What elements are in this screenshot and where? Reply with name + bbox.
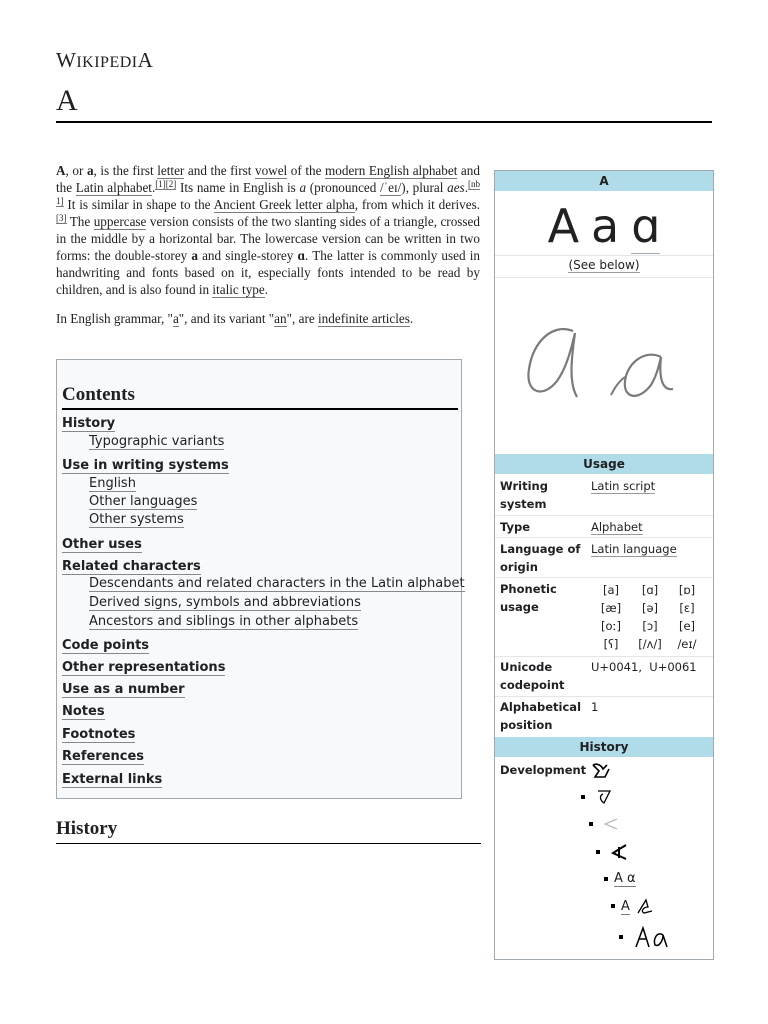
bullet-icon: [581, 795, 585, 799]
value-language: [591, 540, 677, 558]
phonetic-value[interactable]: [e]: [678, 619, 696, 633]
logo-letter: W: [56, 48, 77, 72]
glyph-uppercase: A: [547, 199, 580, 253]
toc-item-use-in-writing-systems[interactable]: Use in writing systems: [62, 458, 229, 473]
link-ancient-greek-alpha[interactable]: Ancient Greek letter alpha: [213, 197, 355, 212]
note-nb1[interactable]: [nb 1]: [56, 178, 480, 206]
ref-2[interactable]: [2]: [165, 178, 177, 189]
toc-item-references[interactable]: References: [62, 749, 145, 764]
infobox-divider: [495, 515, 713, 516]
toc-item-other-representations[interactable]: Other representations: [62, 660, 226, 675]
logo-text: IKIPEDI: [76, 54, 138, 71]
link-ipa[interactable]: /ˈeɪ/: [380, 180, 402, 195]
phonetic-value[interactable]: [ɑ]: [641, 583, 659, 597]
glyph-lowercase: a: [591, 199, 620, 253]
link-indefinite-articles[interactable]: indefinite articles: [318, 311, 410, 326]
link-italic-type[interactable]: italic type: [212, 282, 265, 297]
link-modern-english-alphabet[interactable]: modern English alphabet: [325, 163, 458, 178]
link-alphabet[interactable]: Alphabet: [591, 520, 643, 534]
dev-row-2: [589, 816, 621, 831]
latin-a-link[interactable]: A: [621, 898, 630, 914]
value-unicode: U+0041, U+0061: [591, 660, 697, 674]
phonetic-value[interactable]: [ɒ]: [678, 583, 696, 597]
toc-item-descendants[interactable]: Descendants and related characters in the Latin alphabet: [89, 576, 465, 591]
link-an[interactable]: an: [274, 311, 287, 326]
infobox-title: A: [495, 171, 713, 191]
bold-a-single-storey: ɑ: [297, 248, 306, 263]
see-below-link[interactable]: (See below): [568, 258, 640, 272]
intro-text: [56, 162, 480, 339]
link-latin-language[interactable]: Latin language: [591, 542, 677, 556]
phonetic-value[interactable]: [oː]: [601, 619, 621, 633]
bullet-icon: [604, 877, 608, 881]
infobox-divider: [495, 696, 713, 697]
value-alphabetical-position: 1: [591, 700, 599, 714]
toc-divider: [62, 408, 458, 410]
phonetic-value[interactable]: [ɔ]: [642, 619, 658, 633]
label-phonetic-usage: Phonetic usage: [500, 582, 557, 614]
italic-a: a: [299, 180, 307, 195]
section-heading-history: History: [56, 818, 118, 839]
toc-item-external-links[interactable]: External links: [62, 772, 163, 787]
phoenician-glyph-icon: [603, 817, 621, 831]
toc-title: Contents: [62, 384, 135, 405]
toc-item-derived-signs[interactable]: Derived signs, symbols and abbreviations: [89, 595, 361, 610]
label-type: Type: [500, 520, 531, 534]
history-header: History: [495, 737, 713, 757]
infobox-divider: [495, 277, 713, 278]
link-letter[interactable]: letter: [157, 163, 185, 178]
label-development: Development: [500, 763, 587, 777]
section-divider: [56, 843, 481, 844]
dev-row-4: [604, 871, 636, 886]
ox-head-glyph-icon: [591, 761, 611, 781]
toc-item-history[interactable]: History: [62, 416, 116, 431]
glyph-alpha[interactable]: ɑ: [631, 199, 661, 253]
letter-glyphs: [495, 199, 713, 254]
early-greek-glyph-icon: [610, 843, 630, 861]
intro-paragraph-1: A, or a, is the first letter and the first vowel of the modern English alphabet and the Latin alphabet.[1][2] Its name in English is a (pronounced /ˈeɪ/), plural aes.[nb 1] It is similar in shape to the Ancient Greek letter alpha, from which it derives.[3] The uppercase version consists of the two slanting sides of a triangle, crossed in the middle by a horizontal bar. The lowercase version can be written in two forms: the double-storey a and single-storey ɑ. The latter is commonly used in handwriting and fonts based on it, especially fonts intended to be read by children, and is also found in italic type.: [56, 163, 481, 297]
intro-paragraph-2: In English grammar, "a", and its variant "an", are indefinite articles.: [56, 311, 414, 326]
toc-item-english[interactable]: English: [89, 476, 136, 491]
toc-item-other-languages[interactable]: Other languages: [89, 494, 198, 509]
value-type: [591, 518, 643, 536]
bullet-icon: [619, 935, 623, 939]
bullet-icon: [611, 904, 615, 908]
bold-a-lower: a: [86, 163, 94, 178]
table-of-contents: [56, 359, 465, 799]
cursive-a-image: [515, 311, 695, 411]
dev-row-3: [596, 843, 630, 861]
link-uppercase[interactable]: uppercase: [93, 214, 147, 229]
bullet-icon: [596, 850, 600, 854]
infobox-divider: [495, 537, 713, 538]
dev-row-6: [619, 925, 671, 949]
bold-a-double-storey: a: [191, 248, 198, 263]
toc-item-related-characters[interactable]: Related characters: [62, 559, 201, 574]
toc-item-notes[interactable]: Notes: [62, 704, 105, 719]
proto-sinaitic-glyph-icon: [595, 788, 613, 806]
page-title: A: [56, 84, 78, 117]
wikipedia-logo[interactable]: [56, 48, 153, 73]
infobox-divider: [495, 577, 713, 578]
link-latin-alphabet[interactable]: Latin alphabet: [75, 180, 152, 195]
italic-aes: aes: [447, 180, 465, 195]
usage-header: Usage: [495, 454, 713, 474]
phonetic-value[interactable]: [ə]: [641, 601, 659, 615]
phonetic-value[interactable]: [ɛ]: [679, 601, 695, 615]
infobox: [494, 170, 714, 960]
link-vowel[interactable]: vowel: [254, 163, 288, 178]
dev-row-1: [581, 788, 613, 806]
value-writing-system: [591, 477, 655, 495]
toc-item-other-uses[interactable]: Other uses: [62, 537, 142, 552]
label-writing-system: Writing system: [500, 479, 548, 511]
toc-item-footnotes[interactable]: Footnotes: [62, 727, 136, 742]
toc-item-code-points[interactable]: Code points: [62, 638, 150, 653]
title-divider: [56, 121, 712, 123]
label-alphabetical-position: Alphabetical position: [500, 700, 582, 732]
link-latin-script[interactable]: Latin script: [591, 479, 656, 493]
logo-letter: A: [137, 48, 154, 72]
link-a[interactable]: a: [172, 311, 179, 326]
phonetic-value[interactable]: [ʕ]: [603, 637, 619, 651]
phonetic-value[interactable]: [a]: [602, 583, 620, 597]
phonetic-value[interactable]: /eɪ/: [677, 637, 697, 651]
toc-item-use-as-a-number[interactable]: Use as a number: [62, 682, 185, 697]
ref-1[interactable]: [1]: [155, 178, 166, 189]
phonetic-value[interactable]: [æ]: [600, 601, 622, 615]
toc-item-ancestors[interactable]: Ancestors and siblings in other alphabets: [89, 614, 359, 629]
phonetic-value[interactable]: [/ʌ/]: [638, 637, 662, 651]
infobox-divider: [495, 656, 713, 657]
toc-item-typographic-variants[interactable]: Typographic variants: [89, 434, 225, 449]
bold-a: A: [56, 163, 66, 178]
ref-3[interactable]: [3]: [56, 212, 67, 223]
bullet-icon: [589, 822, 593, 826]
toc-item-other-systems[interactable]: Other systems: [89, 512, 184, 527]
label-unicode: Unicode codepoint: [500, 660, 565, 692]
label-language-of-origin: Language of origin: [500, 542, 581, 574]
greek-alpha-link[interactable]: A α: [614, 871, 636, 886]
dev-row-5: [611, 897, 654, 915]
cursive-a-glyph-icon: [633, 925, 671, 949]
infobox-divider: [495, 255, 713, 256]
handwritten-a-glyph-icon: [634, 897, 654, 915]
